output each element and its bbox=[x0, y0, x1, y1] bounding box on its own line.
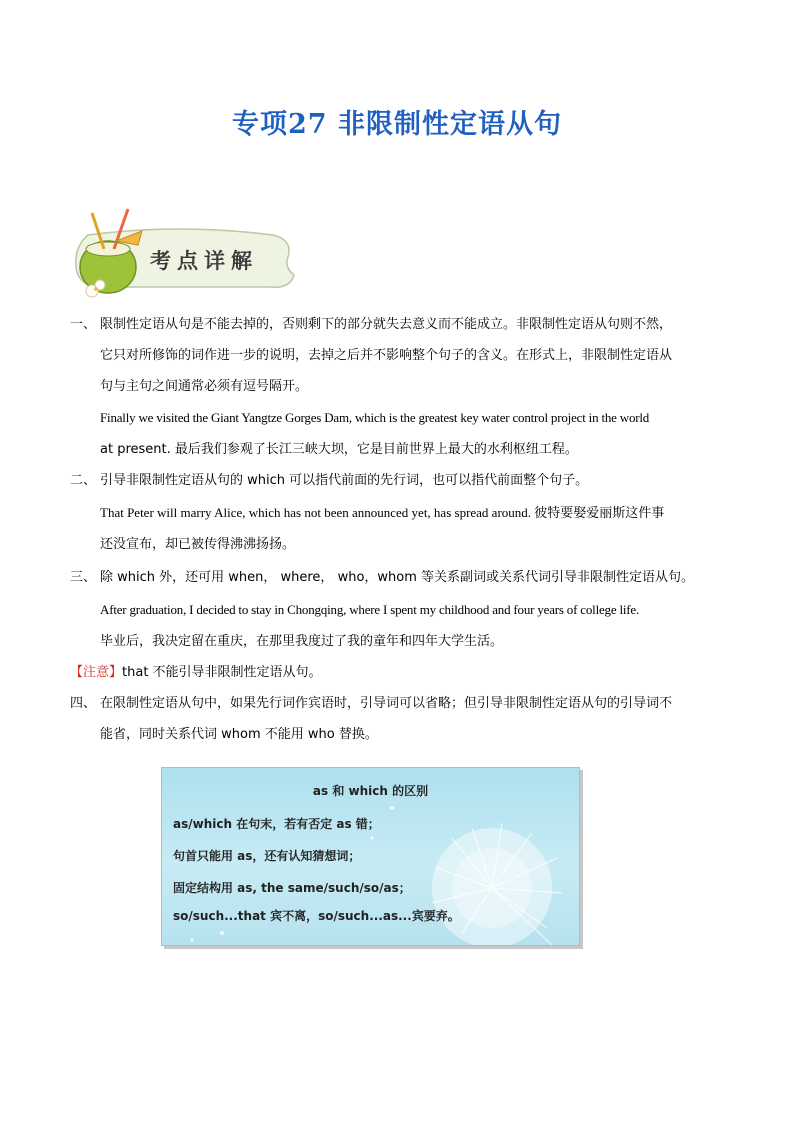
page-title: 专项27 非限制性定语从句 bbox=[232, 109, 562, 140]
example-line: 还没宣布，却已被传得沸沸扬扬。 bbox=[100, 537, 296, 552]
section-text-line: 它只对所修饰的词作进一步的说明，去掉之后并不影响整个句子的含义。在形式上，非限制性定语从 bbox=[100, 348, 673, 363]
section-text-line: 除 which 外，还可用 when， where， who，whom 等关系副词或关系代词引导非限制性定语从句。 bbox=[100, 570, 695, 585]
section-text-line: 句与主句之间通常必须有逗号隔开。 bbox=[100, 379, 309, 394]
box-line: 固定结构用 as, the same/such/so/as； bbox=[173, 881, 411, 895]
comparison-box bbox=[161, 767, 580, 946]
box-line: so/such...that 宾不离，so/such...as...宾要弃。 bbox=[173, 909, 460, 923]
section-banner bbox=[58, 205, 298, 305]
section-number: 四、 bbox=[70, 696, 97, 711]
note-tag: 【注意】 bbox=[70, 665, 123, 680]
box-line: 句首只能用 as，还有认知猜想词； bbox=[173, 849, 361, 863]
section-text-line: 在限制性定语从句中，如果先行词作宾语时，引导词可以省略；但引导非限制性定语从句的引导词不 bbox=[100, 696, 673, 711]
section-3 bbox=[70, 562, 730, 593]
section-number: 一、 bbox=[70, 317, 97, 332]
note-text: that 不能引导非限制性定语从句。 bbox=[122, 665, 322, 680]
box-line: as/which 在句末，若有否定 as 错； bbox=[173, 817, 380, 831]
section-1 bbox=[70, 309, 730, 402]
example-line: 毕业后，我决定留在重庆，在那里我度过了我的童年和四年大学生活。 bbox=[100, 634, 504, 649]
example-line: After graduation, I decided to stay in Chongqing, where I spent my childhood and four years of college life. bbox=[100, 602, 640, 617]
section-text-line: 限制性定语从句是不能去掉的，否则剩下的部分就失去意义而不能成立。非限制性定语从句则不然， bbox=[100, 317, 673, 332]
example-line: at present. 最后我们参观了长江三峡大坝，它是目前世界上最大的水利枢纽工程。 bbox=[100, 442, 578, 457]
note bbox=[70, 657, 322, 688]
example-line: That Peter will marry Alice, which has not been announced yet, has spread around. 彼特要娶爱丽斯这件事 bbox=[100, 505, 665, 520]
section-number: 二、 bbox=[70, 473, 97, 488]
example-line: Finally we visited the Giant Yangtze Gorges Dam, which is the greatest key water control project in the world bbox=[100, 410, 650, 425]
box-title: as 和 which 的区别 bbox=[312, 784, 429, 798]
section-text-line: 引导非限制性定语从句的 which 可以指代前面的先行词，也可以指代前面整个句子。 bbox=[100, 473, 589, 488]
section-text-line: 能省，同时关系代词 whom 不能用 who 替换。 bbox=[100, 727, 378, 742]
section-4 bbox=[70, 688, 730, 750]
section-number: 三、 bbox=[70, 570, 97, 585]
banner-label: 考点详解 bbox=[150, 248, 258, 273]
section-2 bbox=[70, 465, 730, 496]
